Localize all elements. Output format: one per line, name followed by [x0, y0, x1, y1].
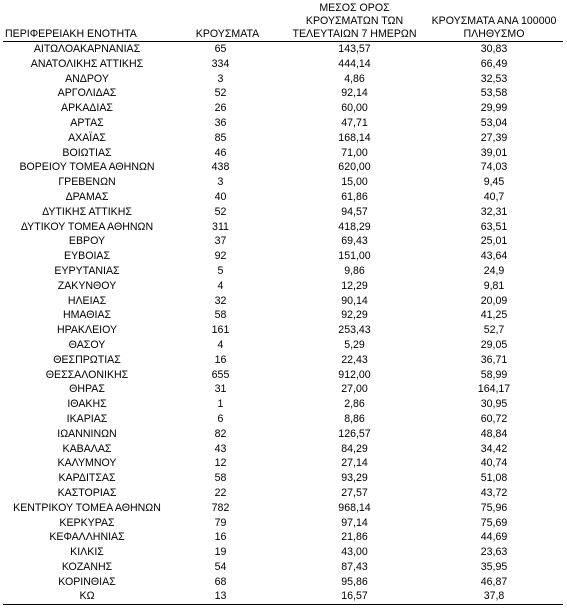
avg7-cell: 168,14 [338, 131, 371, 144]
region-cell: ΚΑΣΤΟΡΙΑΣ [57, 486, 117, 499]
header-row [3, 2, 563, 42]
region-cell: ΑΧΑΪΑΣ [68, 131, 106, 144]
region-cell: ΗΡΑΚΛΕΙΟΥ [56, 324, 118, 337]
table-row [3, 72, 563, 87]
avg7-cell: 43,00 [341, 546, 368, 559]
header-cases-label: ΚΡΟΥΣΜΑΤΑ [195, 28, 260, 40]
avg7-cell: 2,86 [344, 398, 365, 411]
cases-cell: 4 [217, 279, 224, 292]
cases-cell: 31 [214, 383, 227, 396]
per100k-cell: 60,72 [480, 412, 508, 425]
region-cell: ΑΝΔΡΟΥ [65, 72, 109, 85]
table-row [3, 530, 563, 545]
avg7-cell: 27,57 [341, 486, 368, 499]
region-cell: ΒΟΙΩΤΙΑΣ [62, 146, 112, 159]
region-cell: ΕΥΡΥΤΑΝΙΑΣ [54, 264, 120, 277]
per100k-cell: 52,7 [483, 324, 505, 337]
avg7-cell: 16,57 [284, 589, 425, 604]
per100k-cell: 43,72 [480, 486, 508, 499]
avg7-cell: 87,43 [341, 560, 368, 573]
cases-cell: 79 [214, 516, 227, 529]
avg7-cell: 60,00 [341, 102, 368, 115]
covid-cases-table [3, 2, 563, 605]
avg7-cell: 444,14 [338, 57, 371, 70]
per100k-cell: 44,69 [480, 531, 508, 544]
region-cell: ΘΑΣΟΥ [68, 338, 106, 351]
table-row [3, 353, 563, 368]
region-cell: ΚΕΦΑΛΛΗΝΙΑΣ [49, 531, 125, 544]
region-cell: ΚΑΛΥΜΝΟΥ [57, 457, 117, 470]
cases-cell: 4 [217, 338, 224, 351]
per100k-cell: 66,49 [480, 57, 508, 70]
avg7-cell: 9,86 [344, 264, 365, 277]
table-row [3, 131, 563, 146]
table-row [3, 234, 563, 249]
avg7-cell: 8,86 [344, 412, 365, 425]
region-cell: ΙΩΑΝΝΙΝΩΝ [57, 427, 117, 440]
per100k-cell: 34,42 [480, 442, 508, 455]
per100k-cell: 51,08 [480, 472, 508, 485]
per100k-cell: 37,8 [425, 589, 563, 604]
avg7-cell: 47,71 [341, 116, 368, 129]
table-row [3, 471, 563, 486]
table-header [3, 2, 563, 42]
region-cell: ΚΕΡΚΥΡΑΣ [59, 516, 115, 529]
table-row [3, 86, 563, 101]
avg7-cell: 22,43 [341, 353, 368, 366]
table-row [3, 397, 563, 412]
cases-cell: 6 [217, 412, 224, 425]
per100k-cell: 53,58 [480, 87, 508, 100]
per100k-cell: 27,39 [480, 131, 508, 144]
avg7-cell: 15,00 [341, 176, 368, 189]
avg7-cell: 27,00 [341, 383, 368, 396]
per100k-cell: 32,53 [480, 72, 508, 85]
cases-cell: 43 [214, 442, 227, 455]
avg7-cell: 92,14 [341, 87, 368, 100]
avg7-cell: 126,57 [338, 427, 371, 440]
per100k-cell: 63,51 [480, 220, 508, 233]
cases-cell: 58 [214, 472, 227, 485]
per100k-cell: 32,31 [480, 205, 508, 218]
avg7-cell: 912,00 [338, 368, 371, 381]
region-cell: ΑΡΚΑΔΙΑΣ [61, 102, 113, 115]
cases-cell: 26 [214, 102, 227, 115]
per100k-cell: 35,95 [480, 560, 508, 573]
cases-cell: 54 [214, 560, 227, 573]
table-row [3, 116, 563, 131]
table-row [3, 412, 563, 427]
avg7-cell: 71,00 [341, 146, 368, 159]
per100k-cell: 29,99 [480, 102, 508, 115]
table-row [3, 589, 563, 604]
region-cell: ΑΙΤΩΛΟΑΚΑΡΝΑΝΙΑΣ [33, 43, 141, 55]
per100k-cell: 25,01 [480, 235, 508, 248]
avg7-cell: 143,57 [338, 43, 371, 55]
cases-cell: 36 [214, 116, 227, 129]
header-per100k-line1: ΚΡΟΥΣΜΑΤΑ ΑΝΑ 100000 [431, 15, 557, 27]
header-region [3, 2, 171, 42]
table-body [3, 42, 563, 605]
region-cell: ΘΕΣΣΑΛΟΝΙΚΗΣ [45, 368, 129, 381]
cases-cell: 92 [214, 250, 227, 263]
avg7-cell: 94,57 [341, 205, 368, 218]
table-row [3, 560, 563, 575]
region-cell: ΚΟΡΙΝΘΙΑΣ [58, 575, 116, 588]
table-row [3, 323, 563, 338]
region-cell: ΚΩ [3, 589, 171, 604]
per100k-cell: 24,9 [483, 264, 505, 277]
avg7-cell: 253,43 [338, 324, 371, 337]
avg7-cell: 61,86 [341, 190, 368, 203]
avg7-cell: 90,14 [341, 294, 368, 307]
per100k-cell: 74,03 [480, 161, 508, 174]
avg7-cell: 27,14 [341, 457, 368, 470]
avg7-cell: 21,86 [341, 531, 368, 544]
header-cases [171, 2, 284, 42]
avg7-cell: 84,29 [341, 442, 368, 455]
cases-cell: 58 [214, 309, 227, 322]
table-row [3, 308, 563, 323]
avg7-cell: 12,29 [341, 279, 368, 292]
cases-cell: 311 [212, 220, 229, 233]
region-cell: ΑΝΑΤΟΛΙΚΗΣ ΑΤΤΙΚΗΣ [30, 57, 144, 70]
region-cell: ΘΕΣΠΡΩΤΙΑΣ [53, 353, 121, 366]
table-row [3, 442, 563, 457]
per100k-cell: 48,84 [480, 427, 508, 440]
cases-cell: 40 [214, 190, 227, 203]
cases-cell: 52 [214, 87, 227, 100]
cases-cell: 3 [217, 72, 224, 85]
table-row [3, 146, 563, 161]
cases-cell: 68 [214, 575, 227, 588]
table-row [3, 220, 563, 235]
region-cell: ΗΜΑΘΙΑΣ [62, 309, 112, 322]
cases-cell: 5 [217, 264, 224, 277]
table-row [3, 545, 563, 560]
avg7-cell: 968,14 [338, 501, 371, 514]
per100k-cell: 39,01 [480, 146, 508, 159]
per100k-cell: 9,81 [483, 279, 505, 292]
region-cell: ΑΡΓΟΛΙΔΑΣ [57, 87, 117, 100]
cases-cell: 3 [217, 176, 224, 189]
per100k-cell: 30,83 [480, 43, 508, 55]
region-cell: ΚΙΛΚΙΣ [70, 546, 104, 559]
cases-cell: 16 [214, 531, 227, 544]
avg7-cell: 95,86 [341, 575, 368, 588]
avg7-cell: 69,43 [341, 235, 368, 248]
table-row [3, 294, 563, 309]
table-row [3, 427, 563, 442]
region-cell: ΙΚΑΡΙΑΣ [66, 412, 108, 425]
region-cell: ΔΥΤΙΚΗΣ ΑΤΤΙΚΗΣ [42, 205, 132, 218]
cases-cell: 46 [214, 146, 227, 159]
cases-cell: 16 [214, 353, 227, 366]
cases-cell: 782 [211, 501, 230, 514]
table-row [3, 249, 563, 264]
per100k-cell: 58,99 [480, 368, 508, 381]
region-cell: ΒΟΡΕΙΟΥ ΤΟΜΕΑ ΑΘΗΝΩΝ [19, 161, 155, 174]
region-cell: ΔΡΑΜΑΣ [65, 190, 109, 203]
per100k-cell: 30,95 [480, 398, 508, 411]
region-cell: ΑΡΤΑΣ [70, 116, 104, 129]
table-row [3, 101, 563, 116]
avg7-cell: 151,00 [338, 250, 371, 263]
cases-cell: 161 [211, 324, 230, 337]
region-cell: ΓΡΕΒΕΝΩΝ [58, 176, 116, 189]
region-cell: ΚΑΒΑΛΑΣ [62, 442, 112, 455]
header-avg-line3: ΤΕΛΕΥΤΑΙΩΝ 7 ΗΜΕΡΩΝ [292, 28, 417, 40]
header-avg-line1: ΜΕΣΟΣ ΟΡΟΣ [319, 2, 390, 14]
cases-cell: 655 [211, 368, 230, 381]
region-cell: ΕΒΡΟΥ [68, 235, 106, 248]
table-row [3, 456, 563, 471]
cases-cell: 19 [214, 546, 227, 559]
per100k-cell: 75,96 [480, 501, 508, 514]
table-row [3, 575, 563, 590]
per100k-cell: 43,64 [480, 250, 508, 263]
per100k-cell: 40,7 [483, 190, 505, 203]
table-row [3, 338, 563, 353]
table-row [3, 264, 563, 279]
cases-cell: 65 [214, 43, 227, 55]
per100k-cell: 20,09 [480, 294, 508, 307]
avg7-cell: 4,86 [344, 72, 365, 85]
cases-cell: 37 [214, 235, 227, 248]
region-cell: ΙΘΑΚΗΣ [67, 398, 107, 411]
avg7-cell: 97,14 [341, 516, 368, 529]
header-per100k-line2: ΠΛΗΘΥΣΜΟ [463, 28, 525, 40]
per100k-cell: 9,45 [483, 176, 505, 189]
table-row [3, 42, 563, 57]
region-cell: ΘΗΡΑΣ [69, 383, 105, 396]
per100k-cell: 41,25 [480, 309, 508, 322]
header-avg-line2: ΚΡΟΥΣΜΑΤΩΝ ΤΩΝ [305, 15, 404, 27]
per100k-cell: 53,04 [480, 116, 508, 129]
table-row [3, 382, 563, 397]
region-cell: ΚΟΖΑΝΗΣ [61, 560, 113, 573]
cases-cell: 12 [214, 457, 227, 470]
avg7-cell: 5,29 [344, 338, 365, 351]
avg7-cell: 418,29 [338, 220, 371, 233]
table-row [3, 175, 563, 190]
region-cell: ΚΕΝΤΡΙΚΟΥ ΤΟΜΕΑ ΑΘΗΝΩΝ [13, 501, 161, 514]
region-cell: ΗΛΕΙΑΣ [67, 294, 107, 307]
header-7day-average [284, 2, 425, 42]
cases-cell: 13 [171, 589, 284, 604]
table-row [3, 190, 563, 205]
cases-cell: 22 [214, 486, 227, 499]
region-cell: ΖΑΚΥΝΘΟΥ [57, 279, 117, 292]
region-cell: ΕΥΒΟΙΑΣ [64, 250, 110, 263]
per100k-cell: 36,71 [480, 353, 508, 366]
per100k-cell: 164,17 [477, 383, 511, 396]
table-row [3, 205, 563, 220]
per100k-cell: 75,69 [480, 516, 508, 529]
avg7-cell: 620,00 [338, 161, 371, 174]
avg7-cell: 92,29 [341, 309, 368, 322]
table-row [3, 368, 563, 383]
cases-cell: 32 [214, 294, 227, 307]
cases-cell: 85 [214, 131, 227, 144]
table-row [3, 279, 563, 294]
avg7-cell: 93,29 [341, 472, 368, 485]
cases-cell: 334 [211, 57, 230, 70]
per100k-cell: 23,63 [480, 546, 508, 559]
table-row [3, 57, 563, 72]
table-row [3, 486, 563, 501]
per100k-cell: 40,74 [480, 457, 508, 470]
header-cases-per-100k [425, 2, 563, 42]
table-row [3, 516, 563, 531]
region-cell: ΔΥΤΙΚΟΥ ΤΟΜΕΑ ΑΘΗΝΩΝ [20, 220, 154, 233]
table-row [3, 501, 563, 516]
cases-cell: 1 [217, 398, 224, 411]
cases-cell: 52 [214, 205, 227, 218]
header-region-label: ΠΕΡΙΦΕΡΕΙΑΚΗ ΕΝΟΤΗΤΑ [5, 28, 137, 40]
cases-cell: 82 [214, 427, 227, 440]
per100k-cell: 46,87 [480, 575, 508, 588]
per100k-cell: 29,05 [480, 338, 508, 351]
cases-cell: 438 [211, 161, 230, 174]
table-row [3, 160, 563, 175]
region-cell: ΚΑΡΔΙΤΣΑΣ [58, 472, 116, 485]
